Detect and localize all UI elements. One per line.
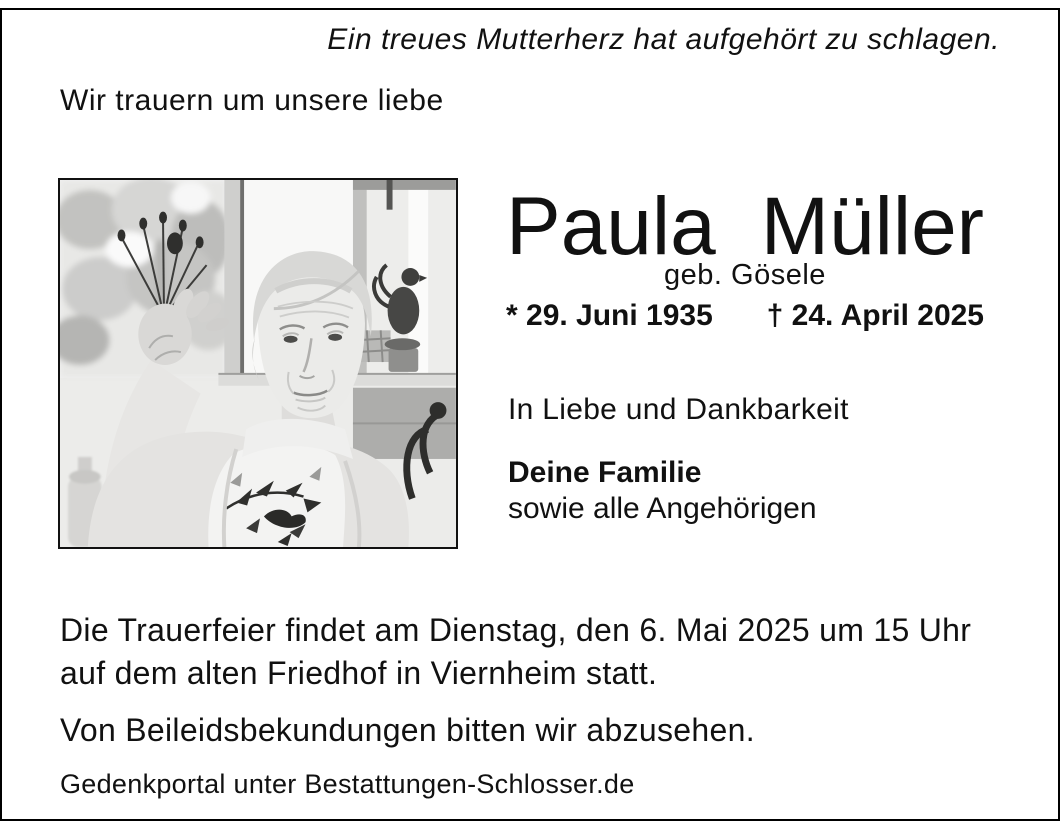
maiden-name: geb. Gösele	[664, 259, 826, 291]
epigraph: Ein treues Mutterherz hat aufgehört zu schlagen.	[327, 23, 1000, 56]
funeral-line-1: Die Trauerfeier findet am Dienstag, den 6. Mai 2025 um 15 Uhr	[60, 612, 972, 648]
funeral-details	[60, 609, 1020, 695]
birth-date: * 29. Juni 1935	[506, 299, 713, 332]
life-dates	[506, 299, 984, 333]
mourners-additional: sowie alle Angehörigen	[508, 492, 817, 525]
portrait-illustration	[60, 180, 456, 547]
first-name: Paula	[506, 181, 716, 272]
last-name: Müller	[760, 181, 984, 272]
window-mullion-edge	[240, 180, 244, 378]
tribute-line: In Liebe und Dankbarkeit	[508, 393, 849, 426]
mourners-main: Deine Familie	[508, 456, 702, 489]
death-date: † 24. April 2025	[766, 299, 984, 332]
funeral-line-2: auf dem alten Friedhof in Viernheim statt.	[60, 655, 658, 691]
window-cable	[387, 180, 393, 210]
deceased-name	[506, 181, 984, 272]
intro-line: Wir trauern um unsere liebe	[60, 84, 444, 117]
memorial-portal-line: Gedenkportal unter Bestattungen-Schlosser.de	[60, 769, 635, 799]
portrait-photo	[58, 178, 458, 549]
curtain-rail	[353, 180, 456, 190]
condolence-note: Von Beileidsbekundungen bitten wir abzusehen.	[60, 712, 755, 748]
